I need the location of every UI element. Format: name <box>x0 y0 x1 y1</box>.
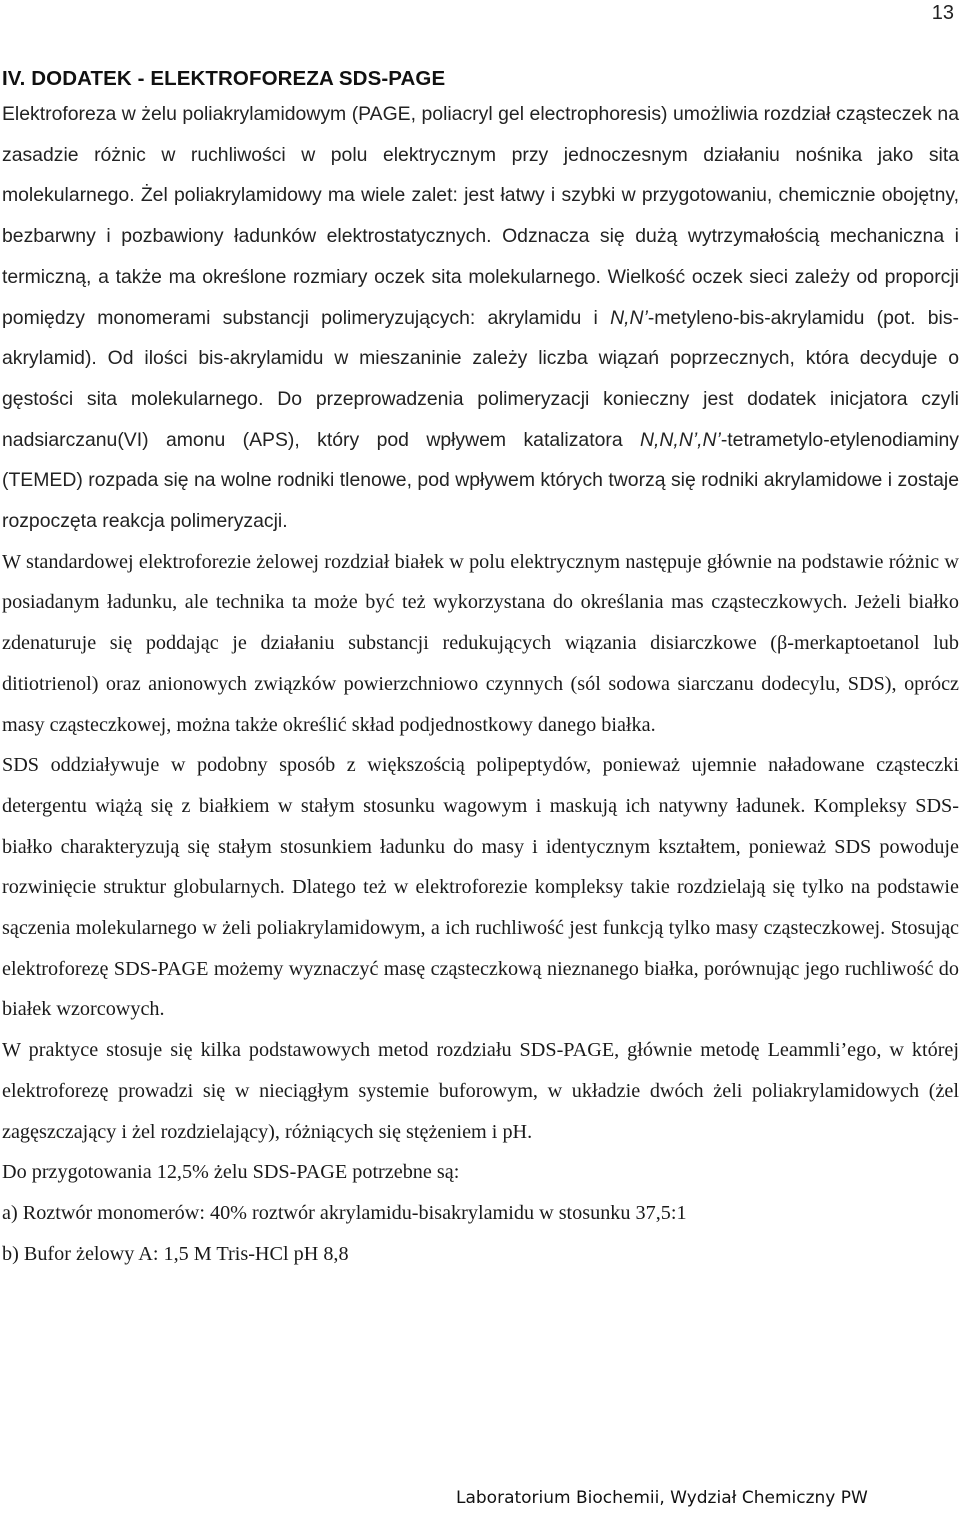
page-number: 13 <box>931 2 954 24</box>
paragraph-sds-binding: SDS oddziaływuje w podobny sposób z większością polipeptydów, ponieważ ujemnie naładowane cząsteczki detergentu wiążą się z białkiem w stałym stosunku wagowym i maskują ich natywny ładunek. Kompleksy SDS-białko charakteryzują się stałym stosunkiem ładunku do masy i identycznym kształtem, ponieważ SDS powoduje rozwinięcie struktur globularnych. Dlatego też w elektroforezie kompleksy takie rozdzielają się tylko na podstawie sączenia molekularnego w żeli poliakrylamidowym, a ich ruchliwość jest funkcją tylko masy cząsteczkowej. Stosując elektroforezę SDS-PAGE możemy wyznaczyć masę cząsteczkową nieznanego białka, porównując jego ruchliwość do białek wzorcowych. <box>2 754 959 1021</box>
page-footer: Laboratorium Biochemii, Wydział Chemiczny PW <box>456 1488 868 1508</box>
intro-paragraph <box>2 94 959 542</box>
intro-text-2: -metyleno-bis-akrylamidu (pot. bis-akrylamid). Od ilości bis-akrylamidu w mieszaninie zależy liczba wiązań poprzecznych, która decyduje o gęstości sita molekularnego. Do przeprowadzenia polimeryzacji konieczny jest dodatek inicjatora czyli nadsiarczanu(VI) amonu (APS), który pod wpływem katalizatora <box>2 306 959 451</box>
list-item: b) Bufor żelowy A: 1,5 M Tris-HCl pH 8,8 <box>2 1243 349 1266</box>
intro-text-1: Elektroforeza w żelu poliakrylamidowym (PAGE, poliacryl gel electrophoresis) umożliwia rozdział cząsteczek na zasadzie różnic w ruchliwości w polu elektrycznym przy jednoczesnym działaniu nośnika jako sita molekularnego. Żel poliakrylamidowy ma wiele zalet: jest łatwy i szybki w przygotowaniu, chemicznie obojętny, bezbarwny i pozbawiony ładunków elektrostatycznych. Odznacza się dużą wytrzymałością mechaniczna i termiczną, a także ma określone rozmiary oczek sita molekularnego. Wielkość oczek sieci zależy od proporcji pomiędzy monomerami substancji polimeryzujących: akrylamidu i <box>2 103 959 329</box>
intro-nnnn: N,N,N’,N’ <box>640 428 721 451</box>
section-heading: IV. DODATEK - ELEKTROFOREZA SDS-PAGE <box>2 67 446 90</box>
paragraph-laemmli: W praktyce stosuje się kilka podstawowych metod rozdziału SDS-PAGE, głównie metodę Leammli’ego, w której elektroforezę prowadzi się w nieciągłym systemie buforowym, w układzie dwóch żeli poliakrylamidowych (żel zagęszczający i żel rozdzielający), różniących się stężeniem i pH. <box>2 1039 959 1143</box>
list-intro: Do przygotowania 12,5% żelu SDS-PAGE potrzebne są: <box>2 1161 460 1184</box>
list-item: a) Roztwór monomerów: 40% roztwór akrylamidu-bisakrylamidu w stosunku 37,5:1 <box>2 1202 687 1225</box>
intro-nn: N,N’ <box>610 306 648 329</box>
document-body <box>2 64 959 1275</box>
paragraph-sds-standard: W standardowej elektroforezie żelowej rozdział białek w polu elektrycznym następuje głównie na podstawie różnic w posiadanym ładunku, ale technika ta może być też wykorzystana do określania mas cząsteczkowych. Jeżeli białko zdenaturuje się poddając je działaniu substancji redukujących wiązania disiarczkowe (β-merkaptoetanol lub ditiotrienol) oraz anionowych związków powierzchniowo czynnych (sól sodowa siarczanu dodecylu, SDS), oprócz masy cząsteczkowej, można także określić skład podjednostkowy danego białka. <box>2 550 959 736</box>
intro-text-3: -tetrametylo-etylenodiaminy (TEMED) rozpada się na wolne rodniki tlenowe, pod wpływem których tworzą się rodniki akrylamidowe i zostaje rozpoczęta reakcja polimeryzacji. <box>2 428 959 533</box>
